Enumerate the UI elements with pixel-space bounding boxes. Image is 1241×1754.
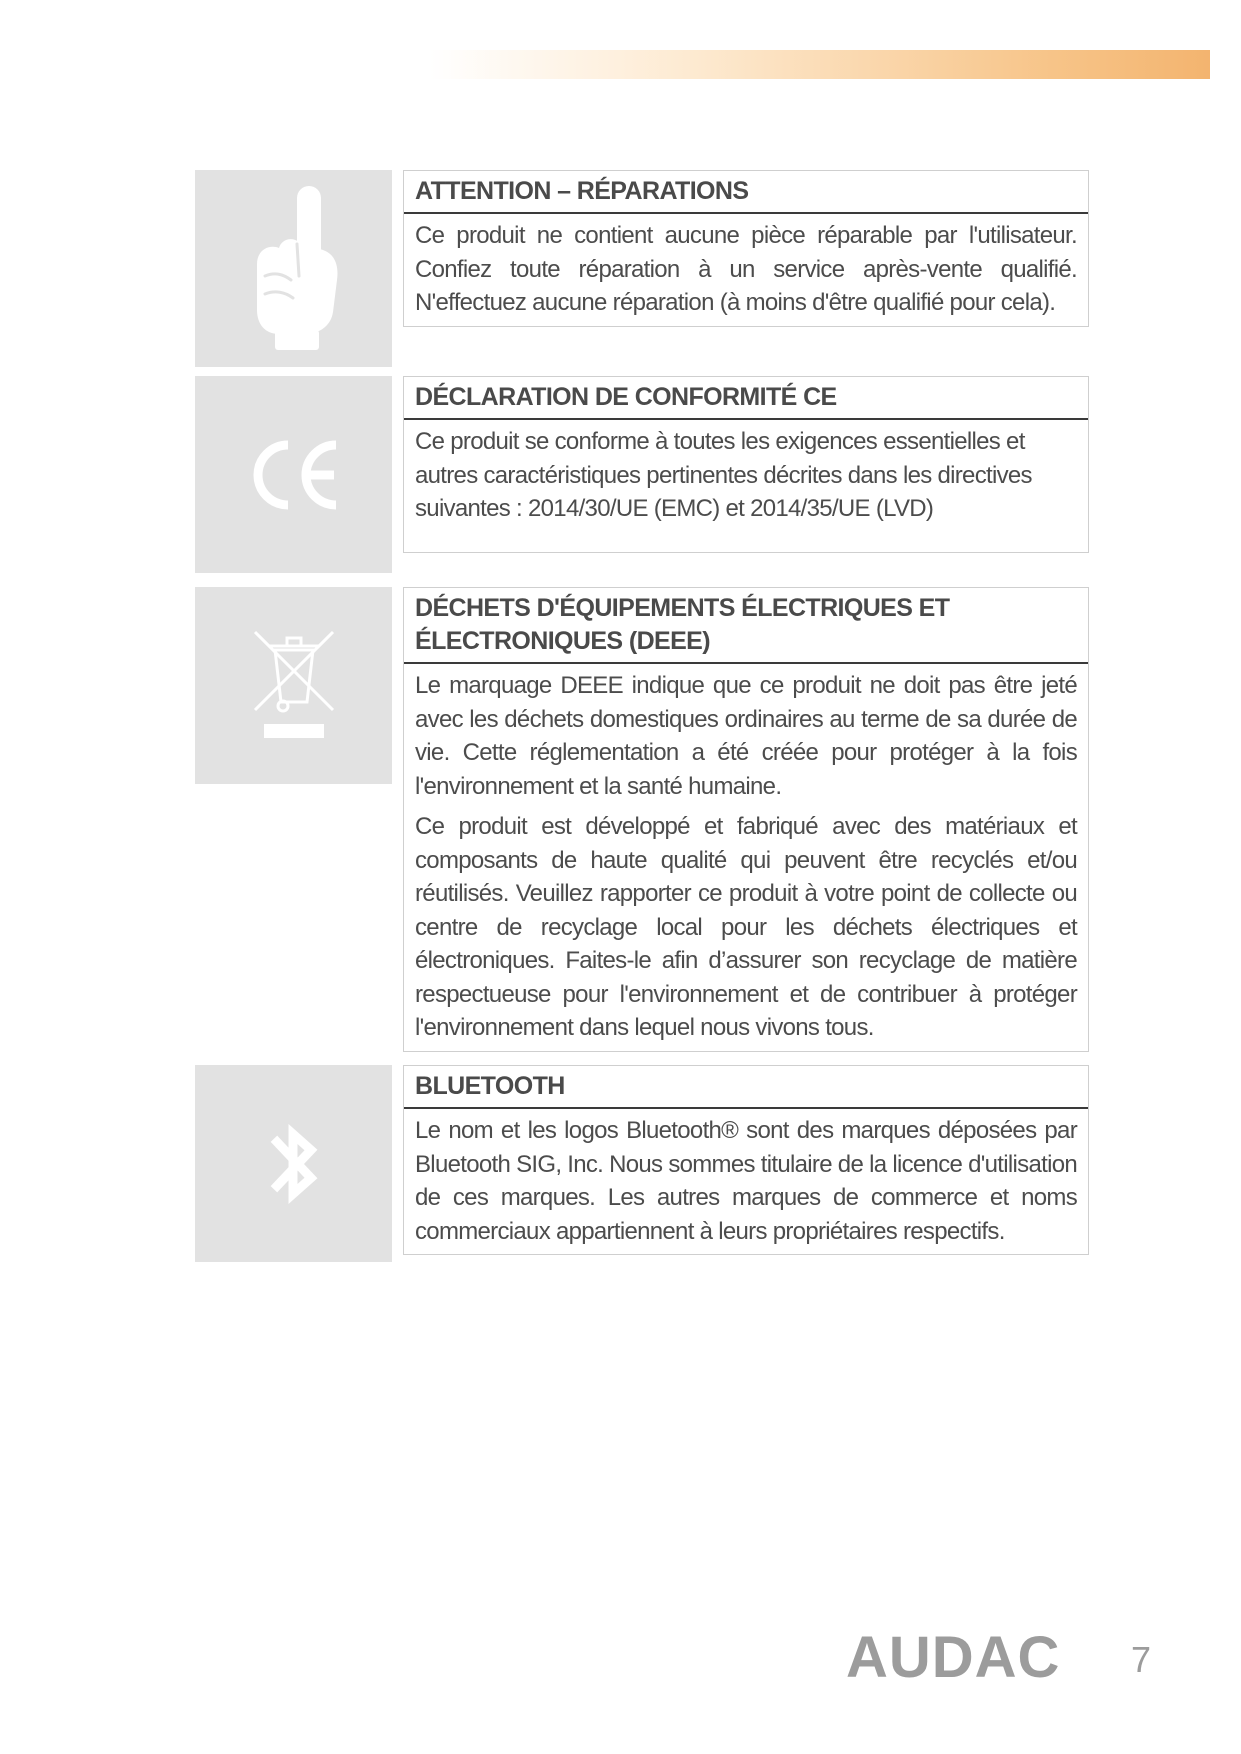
page-number: 7: [1131, 1639, 1152, 1680]
section-bluetooth: [195, 1065, 1095, 1265]
repairs-paragraph: Ce produit ne contient aucune pièce réparable par l'utilisateur. Confiez toute réparation à un service après-vente qualifié. N'effectuez aucune réparation (à moins d'être qualifié pour cela).: [415, 222, 1077, 316]
weee-title: DÉCHETS D'ÉQUIPEMENTS ÉLECTRIQUES ET ÉLECTRONIQUES (DEEE): [404, 588, 1088, 664]
ce-paragraph: Ce produit se conforme à toutes les exigences essentielles et autres caractéristiques pertinentes décrites dans les directives suivantes : 2014/30/UE (EMC) et 2014/35/UE (LVD): [415, 428, 1032, 522]
section-repairs: [195, 170, 1095, 370]
bluetooth-title: BLUETOOTH: [404, 1066, 1088, 1109]
bluetooth-paragraph: Le nom et les logos Bluetooth® sont des marques déposées par Bluetooth SIG, Inc. Nous sommes titulaire de la licence d'utilisation de ces marques. Les autres marques de commerce et noms commerciaux appartiennent à leurs propriétaires respectifs.: [415, 1117, 1077, 1245]
crossed-bin-icon: [249, 626, 339, 746]
section-ce-declaration: [195, 376, 1095, 576]
weee-icon-panel: [195, 587, 392, 784]
hand-pointing-up-icon: [239, 184, 349, 354]
ce-mark-icon: [244, 435, 344, 515]
ce-title: DÉCLARATION DE CONFORMITÉ CE: [404, 377, 1088, 420]
repairs-icon-panel: [195, 170, 392, 367]
weee-paragraph-1: Le marquage DEEE indique que ce produit ne doit pas être jeté avec les déchets domestiques ordinaires au terme de sa durée de vie. Cette réglementation a été créée pour protéger à la fois l'environnement et la santé humaine.: [415, 672, 1077, 800]
repairs-title: ATTENTION – RÉPARATIONS: [404, 171, 1088, 214]
weee-paragraph-2: Ce produit est développé et fabriqué avec des matériaux et composants de haute qualité qui peuvent être recyclés et/ou réutilisés. Veuillez rapporter ce produit à votre point de collecte ou centre de recyclage local pour les déchets électriques et électroniques. Faites-le afin d’assurer son recyclage de matière respectueuse pour l'environnement et de contribuer à protéger l'environnement dans lequel nous vivons tous.: [415, 813, 1077, 1041]
ce-text-box: [403, 376, 1089, 553]
header-accent-bar: [430, 50, 1210, 79]
weee-text-box: [403, 587, 1089, 1052]
bluetooth-text-box: [403, 1065, 1089, 1255]
ce-icon-panel: [195, 376, 392, 573]
bluetooth-icon: [259, 1114, 329, 1214]
repairs-text-box: [403, 170, 1089, 327]
brand-logo: AUDAC: [846, 1625, 1061, 1690]
bluetooth-icon-panel: [195, 1065, 392, 1262]
section-weee: [195, 587, 1095, 1047]
